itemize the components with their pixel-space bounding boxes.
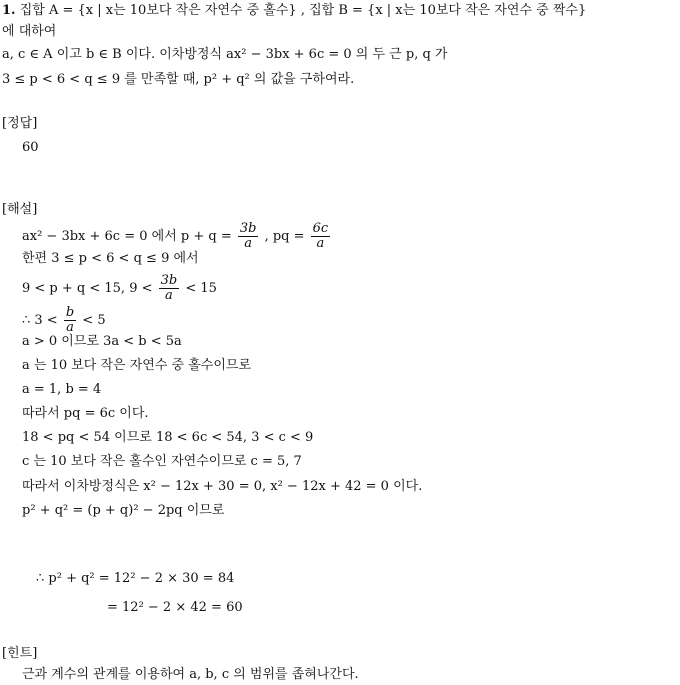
result-line-2: = 12² − 2 × 42 = 60 <box>107 600 243 615</box>
answer-value: 60 <box>22 140 39 155</box>
question-text-1: 집합 A = {x | x는 10보다 작은 자연수 중 홀수} , 집합 B = {x | x는 10보다 작은 자연수 중 짝수} <box>19 3 587 18</box>
explanation-label: [해설] <box>2 202 38 217</box>
explanation-step-6: a 는 10 보다 작은 자연수 중 홀수이므로 <box>22 358 252 373</box>
explanation-step-2: 한편 3 ≤ p < 6 < q ≤ 9 에서 <box>22 251 199 266</box>
step-4-text: ∴ 3 < <box>22 313 62 328</box>
explanation-step-5: a > 0 이므로 3a < b < 5a <box>22 334 182 349</box>
question-line-2: 에 대하여 <box>2 24 57 39</box>
fraction-denominator: a <box>311 236 331 251</box>
step-4-post: < 5 <box>78 313 106 328</box>
fraction-numerator: 6c <box>312 221 329 236</box>
hint-label: [힌트] <box>2 646 38 661</box>
hint-text: 근과 계수의 관계를 이용하여 a, b, c 의 범위를 좁혀나간다. <box>22 667 359 682</box>
fraction-numerator: 3b <box>160 273 178 288</box>
explanation-step-11: 따라서 이차방정식은 x² − 12x + 30 = 0, x² − 12x + 42 = 0 이다. <box>22 479 423 494</box>
fraction-denominator: a <box>238 236 259 251</box>
fraction-3b-over-a <box>238 222 259 251</box>
explanation-step-7: a = 1, b = 4 <box>22 382 102 397</box>
fraction-6c-over-a <box>311 222 331 251</box>
step-1-text: ax² − 3bx + 6c = 0 에서 p + q = <box>22 229 236 244</box>
question-line-1 <box>2 2 586 20</box>
step-1-mid: , pq = <box>260 229 309 244</box>
explanation-step-8: 따라서 pq = 6c 이다. <box>22 406 149 421</box>
explanation-step-4 <box>22 306 106 335</box>
step-3-post: < 15 <box>181 281 217 296</box>
question-line-3: a, c ∈ A 이고 b ∈ B 이다. 이차방정식 ax² − 3bx + 6c = 0 의 두 근 p, q 가 <box>2 47 448 62</box>
fraction-numerator: 3b <box>239 221 257 236</box>
result-line-1: ∴ p² + q² = 12² − 2 × 30 = 84 <box>36 571 235 586</box>
explanation-step-1 <box>22 222 332 251</box>
answer-label: [정답] <box>2 116 38 131</box>
question-line-4: 3 ≤ p < 6 < q ≤ 9 를 만족할 때, p² + q² 의 값을 구하여라. <box>2 72 355 87</box>
explanation-step-3 <box>22 274 217 303</box>
explanation-step-10: c 는 10 보다 작은 홀수인 자연수이므로 c = 5, 7 <box>22 454 302 469</box>
fraction-3b-over-a <box>159 274 180 303</box>
fraction-numerator: b <box>65 305 75 320</box>
explanation-step-12: p² + q² = (p + q)² − 2pq 이므로 <box>22 503 225 518</box>
question-number: 1. <box>2 3 16 18</box>
step-3-text: 9 < p + q < 15, 9 < <box>22 281 157 296</box>
fraction-denominator: a <box>64 320 76 335</box>
explanation-step-9: 18 < pq < 54 이므로 18 < 6c < 54, 3 < c < 9 <box>22 430 314 445</box>
fraction-b-over-a <box>64 306 76 335</box>
fraction-denominator: a <box>159 288 180 303</box>
